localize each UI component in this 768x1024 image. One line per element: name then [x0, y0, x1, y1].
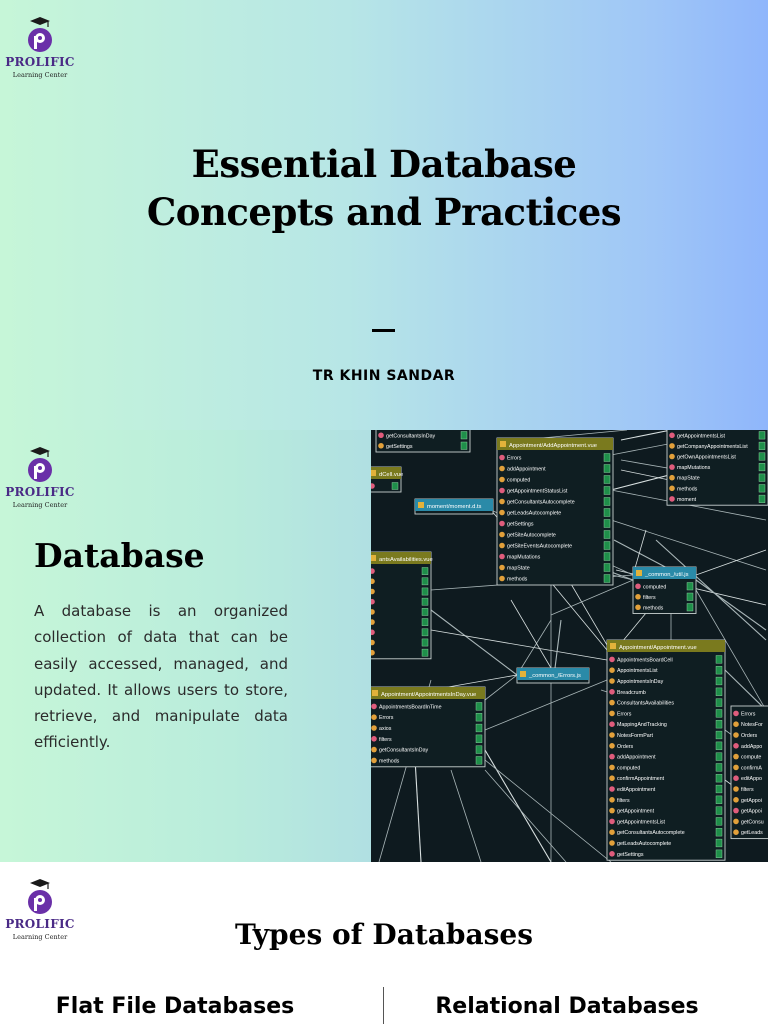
port-icon [422, 588, 428, 595]
port-icon [716, 807, 722, 815]
member-icon [669, 475, 675, 481]
port-icon [716, 731, 722, 739]
diagram-node-member: addAppo [741, 743, 763, 750]
member-icon [609, 765, 615, 771]
member-icon [733, 775, 739, 781]
member-icon [635, 604, 641, 610]
diagram-node-member: mapState [507, 565, 530, 572]
port-icon [476, 735, 482, 743]
member-icon [499, 565, 505, 571]
member-icon [609, 700, 615, 706]
diagram-node-member: getAppointmentsList [617, 819, 665, 826]
logo-brand-name: PROLIFIC [5, 485, 75, 499]
section-heading: Database [34, 536, 205, 575]
port-icon [716, 796, 722, 804]
diagram-node-member: moment [677, 496, 697, 503]
member-icon [733, 721, 739, 727]
diagram-node-title: dCell.vue [379, 472, 404, 478]
member-icon [499, 521, 505, 527]
member-icon [609, 689, 615, 695]
port-icon [604, 509, 610, 517]
port-icon [759, 495, 765, 503]
port-icon [716, 818, 722, 826]
diagram-node-member: methods [677, 486, 698, 493]
member-icon [499, 532, 505, 538]
diagram-node-member: computed [643, 584, 667, 591]
diagram-node-member: Errors [379, 715, 394, 722]
port-icon [759, 453, 765, 461]
port-icon [687, 604, 693, 612]
diagram-node-member: getSettings [386, 443, 413, 450]
dependency-graph [371, 430, 768, 862]
member-icon [609, 678, 615, 684]
member-icon [635, 594, 641, 600]
member-icon [371, 747, 377, 753]
member-icon [378, 443, 384, 449]
member-icon [609, 786, 615, 792]
connector-line [517, 620, 551, 675]
diagram-node-member: NotesFormPart [617, 733, 653, 739]
member-icon [635, 583, 641, 589]
connector-line [431, 630, 607, 660]
brand-logo [0, 16, 80, 86]
port-icon [687, 583, 693, 591]
member-icon [499, 510, 505, 516]
diagram-node-member: getConsultantsAutocomplete [617, 830, 685, 837]
diagram-node-member: getAppointment [617, 808, 655, 815]
title-divider [372, 329, 395, 332]
slide-title [84, 140, 684, 236]
brand-logo [0, 446, 80, 516]
diagram-node-member: getSettings [617, 851, 644, 858]
diagram-node [371, 687, 485, 767]
connector-line [611, 520, 766, 570]
port-icon [604, 542, 610, 550]
port-icon [716, 828, 722, 836]
logo-brand-name: PROLIFIC [5, 917, 75, 931]
member-icon [499, 466, 505, 472]
port-icon [422, 568, 428, 575]
logo-mark-icon [20, 16, 60, 56]
diagram-node-member: filters [379, 736, 392, 743]
diagram-node-member: Breadcrumb [617, 689, 646, 696]
member-icon [371, 725, 377, 731]
member-icon [609, 829, 615, 835]
connector-line [555, 620, 561, 668]
diagram-node-title: Appointment/AddAppointment.vue [509, 443, 597, 449]
member-icon [609, 797, 615, 803]
port-icon [604, 498, 610, 506]
connector-line [511, 600, 551, 668]
port-icon [604, 575, 610, 583]
logo-brand-name: PROLIFIC [5, 55, 75, 69]
diagram-node-member: methods [379, 758, 400, 765]
file-icon [371, 470, 376, 476]
diagram-node-member: addAppointment [507, 466, 546, 473]
diagram-node-member: axios [379, 726, 392, 732]
member-icon [733, 732, 739, 738]
port-icon [716, 774, 722, 782]
diagram-node-member: mapMutations [507, 554, 541, 561]
port-icon [716, 742, 722, 750]
member-icon [733, 754, 739, 760]
member-icon [499, 455, 505, 461]
diagram-node [376, 430, 470, 452]
port-icon [759, 485, 765, 493]
port-icon [422, 578, 428, 585]
connector-line [485, 680, 607, 730]
port-icon [716, 699, 722, 707]
member-icon [371, 704, 377, 710]
port-icon [759, 474, 765, 482]
port-icon [604, 531, 610, 539]
member-icon [669, 496, 675, 502]
diagram-node-member: MappingAndTracking [617, 722, 667, 729]
diagram-node-member: getOwnAppointmentsList [677, 454, 736, 461]
diagram-node-member: getLeadsAutocomplete [617, 841, 672, 847]
port-icon [716, 656, 722, 664]
relational-heading: Relational Databases [435, 994, 699, 1019]
port-icon [759, 463, 765, 471]
diagram-node [371, 552, 433, 659]
port-icon [476, 703, 482, 711]
port-icon [422, 629, 428, 636]
member-icon [609, 775, 615, 781]
member-icon [371, 736, 377, 742]
connector-line [696, 580, 766, 630]
connector-line [485, 750, 551, 862]
port-icon [716, 677, 722, 685]
diagram-node-member: getCompanyAppointmentsList [677, 443, 748, 450]
diagram-node-member: getSiteEventsAutocomplete [507, 543, 573, 550]
diagram-node [633, 567, 696, 614]
port-icon [759, 432, 765, 440]
diagram-node-member: confirmAppointment [617, 776, 665, 783]
member-icon [499, 576, 505, 582]
member-icon [609, 819, 615, 825]
member-icon [609, 840, 615, 846]
diagram-node-member: methods [507, 576, 528, 583]
file-icon [520, 671, 526, 677]
member-icon [499, 488, 505, 494]
diagram-node-member: Errors [507, 455, 522, 462]
port-icon [716, 850, 722, 858]
member-icon [733, 786, 739, 792]
member-icon [609, 808, 615, 814]
port-icon [422, 598, 428, 605]
connector-line [485, 760, 611, 862]
diagram-node-member: getSiteAutocomplete [507, 532, 556, 539]
member-icon [609, 732, 615, 738]
connector-line [451, 770, 481, 862]
member-icon [669, 464, 675, 470]
database-description: A database is an organized collection of data that can be easily accessed, managed, and updated. It allows users to store, retrieve, and manipulate data efficiently. [34, 602, 288, 752]
file-icon [636, 570, 642, 576]
diagram-node-member: compute [741, 754, 762, 761]
port-icon [422, 649, 428, 656]
title-line-1: Essential Database [191, 142, 577, 186]
brand-logo [0, 878, 80, 948]
port-icon [422, 619, 428, 626]
diagram-node-title: Appointment/AppointmentsInDay.vue [381, 692, 477, 698]
diagram-node [667, 430, 768, 505]
diagram-node-member: filters [617, 797, 630, 804]
diagram-node-member: NotesFor [741, 722, 763, 729]
member-icon [733, 808, 739, 814]
author-name: TR KHIN SANDAR [312, 368, 456, 384]
diagram-node-member: Errors [741, 711, 756, 718]
port-icon [604, 564, 610, 572]
diagram-node [415, 499, 493, 514]
member-icon [669, 454, 675, 460]
diagram-node-member: ConsultantsAvailabilities [617, 700, 675, 707]
member-icon [669, 433, 675, 439]
file-icon [372, 690, 378, 696]
member-icon [499, 554, 505, 560]
member-icon [669, 443, 675, 449]
member-icon [609, 743, 615, 749]
member-icon [733, 797, 739, 803]
diagram-node-member: getSettings [507, 521, 534, 528]
port-icon [716, 720, 722, 728]
diagram-node-member: getAppointmentStatusList [507, 488, 568, 495]
member-icon [371, 758, 377, 764]
member-icon [378, 432, 384, 438]
diagram-node-member: Errors [617, 711, 632, 718]
diagram-node-member: AppointmentsInDay [617, 679, 664, 685]
diagram-node [607, 640, 725, 860]
port-icon [716, 839, 722, 847]
diagram-node-member: editAppointment [617, 787, 656, 793]
member-icon [499, 477, 505, 483]
member-icon [609, 711, 615, 717]
diagram-node-member: getConsultantsInDay [379, 747, 429, 754]
diagram-node-member: Orders [617, 743, 634, 750]
port-icon [422, 608, 428, 615]
diagram-node-member: mapMutations [677, 465, 711, 472]
diagram-node-member: Orders [741, 733, 758, 739]
flat-file-heading: Flat File Databases [55, 994, 295, 1019]
diagram-node-member: getConsu [741, 819, 764, 826]
member-icon [733, 711, 739, 717]
connector-line [696, 550, 766, 575]
diagram-node-member: getAppoi [741, 808, 762, 815]
file-icon [371, 555, 376, 561]
dependency-diagram-image [371, 430, 768, 862]
logo-mark-icon [20, 878, 60, 918]
types-slide [0, 862, 768, 1024]
member-icon [371, 714, 377, 720]
diagram-node-member: filters [643, 594, 656, 601]
database-slide [0, 430, 768, 862]
member-icon [499, 543, 505, 549]
file-icon [418, 502, 424, 508]
diagram-node-member: AppointmentsList [617, 668, 658, 675]
diagram-node-member: addAppointment [617, 754, 656, 761]
port-icon [604, 553, 610, 561]
diagram-node-member: filters [741, 787, 754, 793]
diagram-node-member: mapState [677, 475, 700, 482]
port-icon [604, 465, 610, 473]
port-icon [716, 710, 722, 718]
member-icon [499, 499, 505, 505]
diagram-node-member: getAppoi [741, 797, 762, 804]
file-icon [610, 643, 616, 649]
file-icon [500, 441, 506, 447]
port-icon [604, 476, 610, 484]
port-icon [716, 785, 722, 793]
port-icon [476, 713, 482, 721]
port-icon [604, 520, 610, 528]
port-icon [716, 666, 722, 674]
connector-line [725, 670, 766, 710]
diagram-node [731, 706, 768, 839]
title-line-2: Concepts and Practices [146, 190, 622, 234]
port-icon [716, 688, 722, 696]
port-icon [461, 432, 467, 440]
member-icon [733, 743, 739, 749]
types-heading: Types of Databases [235, 918, 533, 951]
diagram-node-title: _common_/Errors.js [529, 673, 581, 679]
member-icon [609, 667, 615, 673]
diagram-node-member: computed [617, 765, 641, 772]
diagram-node-member: editAppo [741, 776, 762, 783]
member-icon [733, 829, 739, 835]
diagram-node-member: getLeadsAutocomplete [507, 510, 562, 517]
diagram-node-member: getConsultantsInDay [386, 433, 436, 440]
diagram-node-member: getConsultantsAutocomplete [507, 499, 575, 506]
logo-tagline: Learning Center [12, 71, 68, 79]
member-icon [609, 721, 615, 727]
port-icon [716, 753, 722, 761]
logo-tagline: Learning Center [12, 501, 68, 509]
diagram-node-title: moment/moment.d.ts [427, 504, 482, 510]
port-icon [716, 764, 722, 772]
diagram-node-member: getAppointmentsList [677, 433, 725, 440]
port-icon [392, 483, 398, 490]
member-icon [669, 486, 675, 492]
connector-line [621, 430, 671, 440]
port-icon [422, 639, 428, 646]
connector-line [485, 675, 517, 700]
diagram-node-member: methods [643, 605, 664, 612]
member-icon [733, 765, 739, 771]
column-divider [383, 987, 384, 1024]
port-icon [461, 442, 467, 450]
member-icon [609, 657, 615, 663]
title-slide [0, 0, 768, 430]
port-icon [687, 593, 693, 601]
diagram-node-member: AppointmentsBoardCell [617, 657, 673, 664]
port-icon [476, 746, 482, 754]
port-icon [476, 757, 482, 765]
member-icon [609, 754, 615, 760]
diagram-node-title: _common_/util.js [645, 572, 689, 578]
diagram-node-member: confirmA [741, 765, 762, 772]
logo-tagline: Learning Center [12, 933, 68, 941]
port-icon [476, 724, 482, 732]
diagram-node-title: antsAvailabilities.vue [379, 557, 433, 563]
port-icon [604, 487, 610, 495]
port-icon [604, 454, 610, 462]
diagram-node [371, 467, 403, 492]
member-icon [733, 819, 739, 825]
diagram-node-title: Appointment/Appointment.vue [619, 645, 697, 651]
diagram-node-member: AppointmentsBoardInTime [379, 704, 442, 711]
diagram-node [497, 438, 613, 585]
member-icon [609, 851, 615, 857]
port-icon [759, 442, 765, 450]
diagram-node [517, 668, 589, 683]
connector-line [614, 540, 671, 570]
diagram-node-member: getLeads [741, 830, 763, 837]
logo-mark-icon [20, 446, 60, 486]
diagram-node-member: computed [507, 477, 531, 484]
